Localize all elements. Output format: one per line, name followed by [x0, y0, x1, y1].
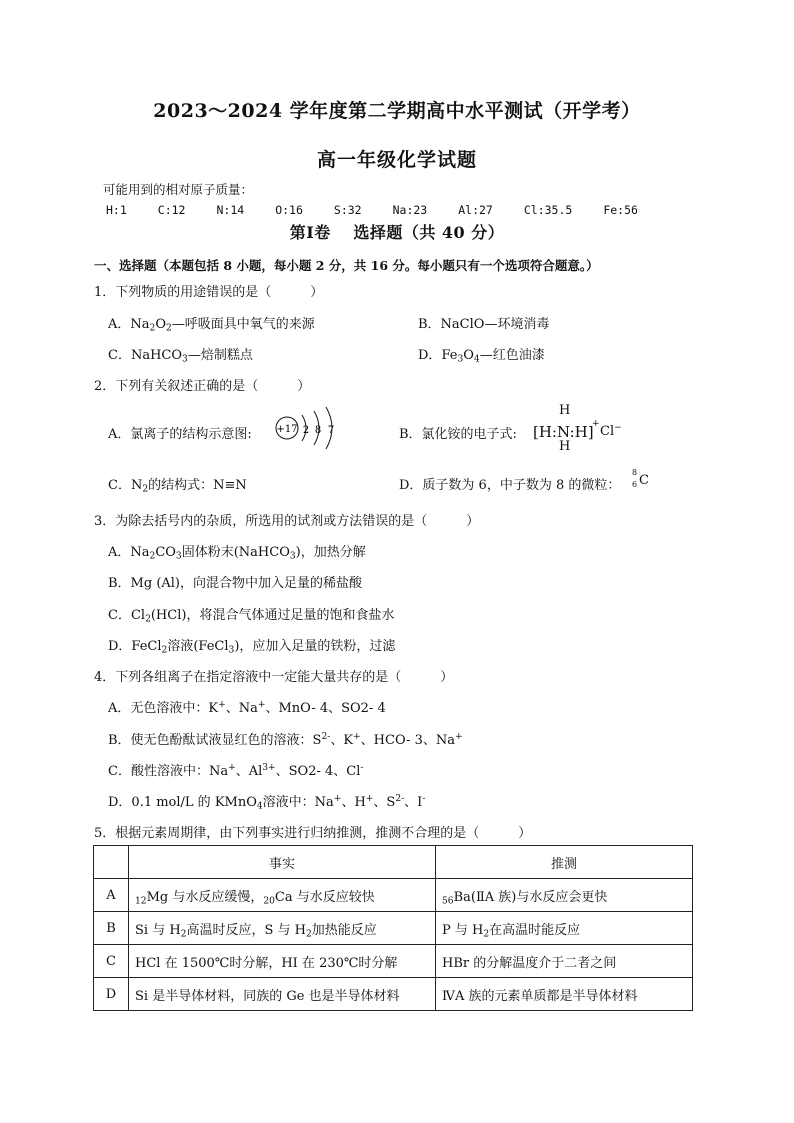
question-2-stem: 2．下列有关叙述正确的是（ ）: [94, 379, 311, 394]
atomic-mass-item: C:12: [157, 203, 186, 217]
atomic-mass-item: N:14: [216, 203, 245, 217]
shell-electrons: 8: [314, 425, 322, 436]
row-label: D: [94, 978, 129, 1011]
table-header-cell: 事实: [129, 846, 436, 879]
ion-charge: +: [592, 419, 600, 429]
atomic-mass-item: Na:23: [392, 203, 428, 217]
question-1-option-c: C．NaHCO$_3$—焙制糕点: [108, 348, 253, 365]
question-3-option-b: B．Mg (Al)，向混合物中加入足量的稀盐酸: [108, 576, 363, 591]
guess-cell: HBr 的分解温度介于二者之间: [436, 945, 693, 978]
table-row: [94, 978, 693, 1011]
facts-table: [93, 845, 693, 1011]
row-label: C: [94, 945, 129, 978]
section-heading: 一、选择题（本题包括 8 小题，每小题 2 分，共 16 分。每小题只有一个选项符合题意。）: [94, 258, 599, 273]
row-label: A: [94, 879, 129, 912]
guess-cell: P 与 $H_2$在高温时能反应: [436, 912, 693, 945]
guess-cell: ⅣA 族的元素单质都是半导体材料: [436, 978, 693, 1011]
exam-subtitle: 高一年级化学试题: [316, 149, 477, 171]
table-header-cell: 推测: [436, 846, 693, 879]
fact-cell: Si 是半导体材料，同族的 Ge 也是半导体材料: [129, 978, 436, 1011]
fact-cell: Si 与 $H_2$高温时反应，S 与 $H_2$加热能反应: [129, 912, 436, 945]
question-4-option-d: D．0.1 mol/L 的 KMnO$_4$溶液中：Na+、H+、$S^{2-}$、I-: [108, 794, 426, 812]
question-3-option-d: D．FeCl$_2$溶液(FeCl$_3$)，应加入足量的铁粉，过滤: [108, 639, 396, 656]
question-3-option-c: C．$Cl_2(HCl)$，将混合气体通过足量的饱和食盐水: [108, 608, 395, 625]
fact-cell: HCl 在 1500℃时分解，HI 在 230℃时分解: [129, 945, 436, 978]
question-1-option-b: B．NaClO—环境消毒: [418, 317, 550, 332]
guess-cell: $_{56}$Ba(ⅡA 族)与水反应会更快: [436, 879, 693, 912]
table-row: [94, 879, 693, 912]
table-row: [94, 912, 693, 945]
question-1-option-d: D．$Fe_3O_4—$红色油漆: [418, 348, 545, 365]
nuclide-symbol: [632, 468, 652, 494]
hydrogen-bottom: H: [559, 439, 571, 454]
question-2-option-d: D．质子数为 6，中子数为 8 的微粒：: [399, 478, 621, 493]
atomic-mass-item: H:1: [106, 203, 127, 217]
row-label: B: [94, 912, 129, 945]
question-2-option-a: A．氯离子的结构示意图:: [108, 427, 252, 442]
exam-title: 2023～2024 学年度第二学期高中水平测试（开学考）: [153, 100, 641, 122]
volume-title: 第Ⅰ卷 选择题（共 40 分）: [289, 223, 505, 242]
chloride-symbol: Cl−: [600, 423, 622, 439]
nucleus-charge: +17: [276, 424, 298, 435]
question-4-option-c: C．酸性溶液中：Na+、$Al^{3+}$、SO2- 4、Cl-: [108, 763, 364, 779]
question-4-option-a: A．无色溶液中：K+、Na+、MnO- 4、SO2- 4: [108, 700, 386, 716]
atomic-mass-item: O:16: [275, 203, 303, 217]
question-2-option-c: C．$N_2$的结构式：N≡N: [108, 478, 247, 495]
atomic-mass-item: Fe:56: [603, 203, 638, 217]
atomic-mass-item: S:32: [333, 203, 362, 217]
question-4-stem: 4．下列各组离子在指定溶液中一定能大量共存的是（ ）: [94, 670, 454, 685]
electron-formula-bracket: [H:N:H]: [533, 423, 594, 441]
question-3-stem: 3．为除去括号内的杂质，所选用的试剂或方法错误的是（ ）: [94, 514, 480, 529]
atomic-mass-label: 可能用到的相对原子质量：: [103, 182, 254, 197]
question-5-stem: 5．根据元素周期律，由下列事实进行归纳推测，推测不合理的是（ ）: [94, 826, 532, 841]
question-2-option-b: B．氯化铵的电子式:: [399, 427, 517, 442]
table-row: [94, 945, 693, 978]
question-1-stem: 1．下列物质的用途错误的是（ ）: [94, 285, 324, 300]
ammonium-chloride-electron-formula: [530, 403, 630, 454]
question-4-option-b: B．使无色酚酞试液显红色的溶液：$S^{2-}$、K+、HCO- 3、Na+: [108, 732, 463, 748]
chloride-ion-diagram: [270, 403, 350, 453]
question-3-option-a: A．$Na_2CO_3$固体粉末(NaHCO$_3$)，加热分解: [108, 545, 366, 562]
shell-electrons: 2: [302, 425, 310, 436]
question-1-option-a: A．$Na_2O_2—$呼吸面具中氧气的来源: [108, 317, 315, 334]
mass-number: 8: [632, 468, 638, 477]
element-symbol: C: [639, 473, 649, 488]
atomic-mass-item: Cl:35.5: [523, 203, 573, 217]
table-header-cell: [94, 846, 129, 879]
shell-electrons: 7: [327, 425, 335, 436]
fact-cell: $_{12}$Mg 与水反应缓慢，$_{20}$Ca 与水反应较快: [129, 879, 436, 912]
atomic-mass-item: Al:27: [458, 203, 493, 217]
atomic-mass-list: [106, 203, 669, 217]
hydrogen-top: H: [559, 403, 571, 418]
table-header-row: [94, 846, 693, 879]
atomic-number: 6: [632, 480, 638, 489]
